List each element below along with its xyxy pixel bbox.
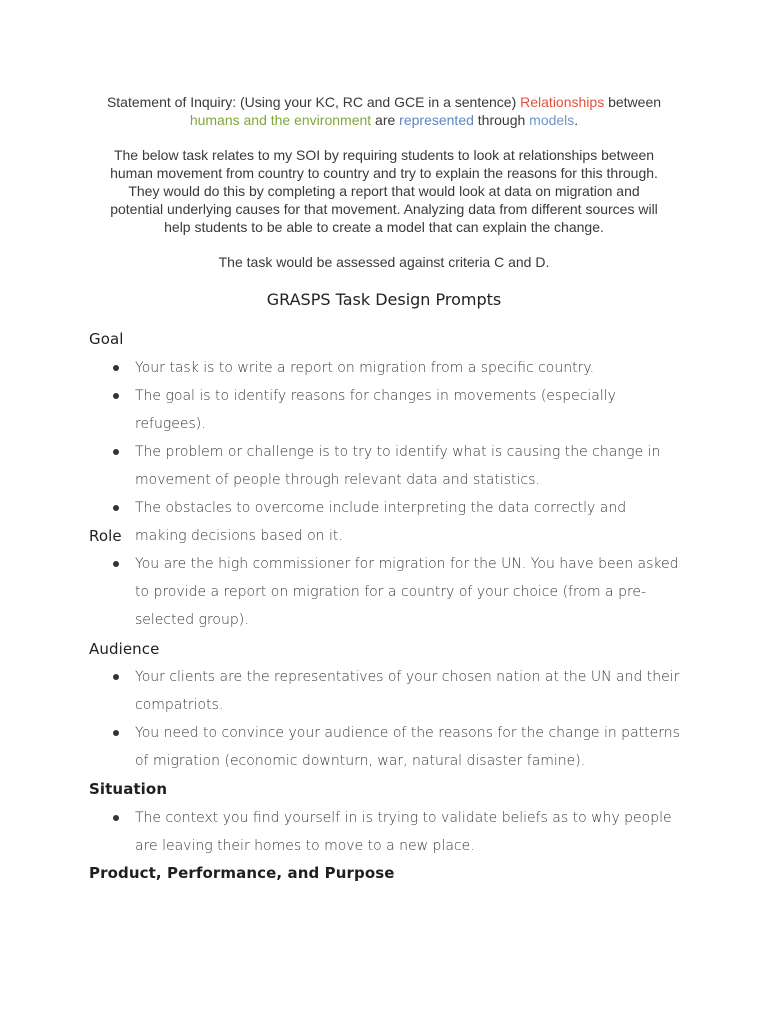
assessment-criteria: The task would be assessed against criteria C and D. — [218, 254, 550, 270]
description-line: human movement from country to country and try to explain the reasons for this through. — [110, 165, 658, 181]
description-line: They would do this by completing a report that would look at data on migration and — [128, 183, 640, 199]
soi-represented: represented — [399, 112, 474, 128]
soi-period: . — [574, 112, 579, 128]
bullet-icon — [113, 815, 119, 821]
description-line: The below task relates to my SOI by requiring students to look at relationships between — [113, 147, 655, 163]
list-item: You need to convince your audience of the reasons for the change in patterns of migration (economic downturn, war, natural disaster famine). — [110, 719, 680, 775]
bullet-icon — [113, 730, 119, 736]
goal-list — [110, 354, 680, 550]
description-line: help students to be able to create a model that can explain the change. — [164, 219, 604, 235]
bullet-icon — [113, 505, 119, 511]
list-item: Your clients are the representatives of your chosen nation at the UN and their compatriots. — [110, 663, 680, 719]
soi-through: through — [473, 112, 530, 128]
list-item: The context you find yourself in is trying to validate beliefs as to why people are leaving their homes to move to a new place. — [110, 804, 680, 860]
section-title-situation: Situation — [89, 780, 168, 798]
description-line: potential underlying causes for that movement. Analyzing data from different sources will — [110, 201, 658, 217]
section-title-role: Role — [89, 527, 122, 545]
bullet-icon — [113, 674, 119, 680]
section-title-audience: Audience — [89, 640, 160, 658]
soi-humans-environment: humans and the environment — [189, 112, 372, 128]
task-description — [94, 146, 674, 236]
situation-list — [110, 804, 680, 860]
section-title-goal: Goal — [89, 330, 124, 348]
soi-are: are — [371, 112, 400, 128]
bullet-icon — [113, 449, 119, 455]
soi-relationships: Relationships — [520, 94, 605, 110]
soi-prefix: Statement of Inquiry: (Using your KC, RC and GCE in a sentence) — [106, 94, 521, 110]
list-item: Your task is to write a report on migration from a specific country. — [110, 354, 680, 382]
soi-models: models — [529, 112, 575, 128]
bullet-icon — [113, 561, 119, 567]
list-item: You are the high commissioner for migration for the UN. You have been asked to provide a report on migration for a country of your choice (from a pre-selected group). — [110, 550, 680, 634]
statement-of-inquiry — [96, 93, 672, 129]
page-heading: GRASPS Task Design Prompts — [266, 290, 502, 309]
list-item: The problem or challenge is to try to identify what is causing the change in movement of people through relevant data and statistics. — [110, 438, 680, 494]
role-list — [110, 550, 680, 634]
audience-list — [110, 663, 680, 775]
section-title-product: Product, Performance, and Purpose — [89, 864, 395, 882]
list-item: The goal is to identify reasons for changes in movements (especially refugees). — [110, 382, 680, 438]
list-item: The obstacles to overcome include interpreting the data correctly and making decisions based on it. — [110, 494, 680, 550]
bullet-icon — [113, 365, 119, 371]
bullet-icon — [113, 393, 119, 399]
soi-between: between — [604, 94, 662, 110]
